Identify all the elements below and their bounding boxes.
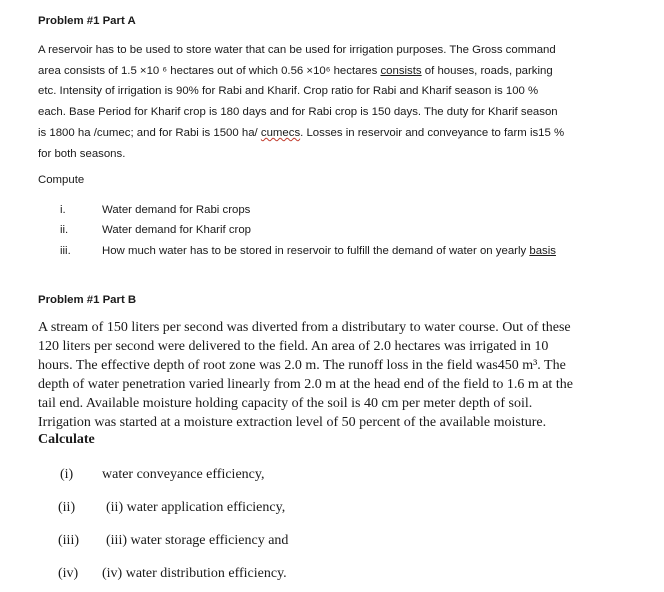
list-text: water conveyance efficiency, <box>102 467 265 482</box>
list-number: (i) <box>60 467 74 482</box>
part-a-line-2 <box>38 61 598 82</box>
spellcheck-word-cumecs: cumecs <box>260 126 301 139</box>
part-a-line-4: each. Base Period for Kharif crop is 180 days and for Rabi crop is 150 days. The duty for Kharif season <box>38 106 558 119</box>
list-number: (ii) <box>58 500 76 515</box>
list-text-main: How much water has to be stored in reservoir to fulfill the demand of water on yearly <box>102 245 530 257</box>
list-text: (iii) water storage efficiency and <box>106 533 289 548</box>
part-a-heading: Problem #1 Part A <box>38 15 136 27</box>
part-a-line-5-text: is 1800 ha /cumec; and for Rabi is 1500 ha/ <box>38 126 261 139</box>
underlined-word-consists: consists <box>380 64 422 77</box>
part-b-line-3: hours. The effective depth of root zone was 2.0 m. The runoff loss in the field was450 m³. The <box>38 358 566 373</box>
part-a-line-2-text: area consists of 1.5 ×10 ⁶ hectares out of which 0.56 ×10⁶ hectares <box>38 64 381 77</box>
compute-label: Compute <box>38 174 85 186</box>
list-number: (iv) <box>58 566 79 581</box>
part-b-heading: Problem #1 Part B <box>38 294 137 306</box>
part-a-line-5-tail: . Losses in reservoir and conveyance to farm is15 % <box>300 126 565 139</box>
part-b-line-2: 120 liters per second were delivered to the field. An area of 2.0 hectares was irrigated in 10 <box>38 339 549 354</box>
list-number: ii. <box>60 224 69 236</box>
part-b-line-6: Irrigation was started at a moisture extraction level of 50 percent of the available moisture. <box>38 415 547 430</box>
part-b-line-5: tail end. Available moisture holding capacity of the soil is 40 cm per meter depth of soil. <box>38 396 533 411</box>
list-text: Water demand for Kharif crop <box>102 224 251 236</box>
part-b-line-4: depth of water penetration varied linearly from 2.0 m at the head end of the field to 1.6 m at the <box>38 377 573 392</box>
part-b-line-1: A stream of 150 liters per second was diverted from a distributary to water course. Out of these <box>38 320 571 335</box>
calculate-label: Calculate <box>38 432 95 447</box>
list-text: Water demand for Rabi crops <box>102 204 251 216</box>
part-a-line-5 <box>38 123 598 144</box>
list-number: (iii) <box>58 533 79 548</box>
list-text: (iv) water distribution efficiency. <box>102 566 287 581</box>
part-a-line-2-tail: of houses, roads, parking <box>421 64 553 77</box>
part-b-paragraph <box>38 318 598 432</box>
list-number: i. <box>60 204 66 216</box>
list-text <box>102 245 556 257</box>
part-a-paragraph <box>38 40 598 164</box>
list-number: iii. <box>60 245 71 257</box>
part-a-line-3: etc. Intensity of irrigation is 90% for Rabi and Kharif. Crop ratio for Rabi and Kharif season is 100 % <box>38 85 539 98</box>
underlined-word-basis: basis <box>529 245 556 257</box>
part-a-line-1: A reservoir has to be used to store water that can be used for irrigation purposes. The Gross command <box>38 44 556 56</box>
list-text: (ii) water application efficiency, <box>106 500 286 515</box>
part-a-line-6: for both seasons. <box>38 147 126 160</box>
